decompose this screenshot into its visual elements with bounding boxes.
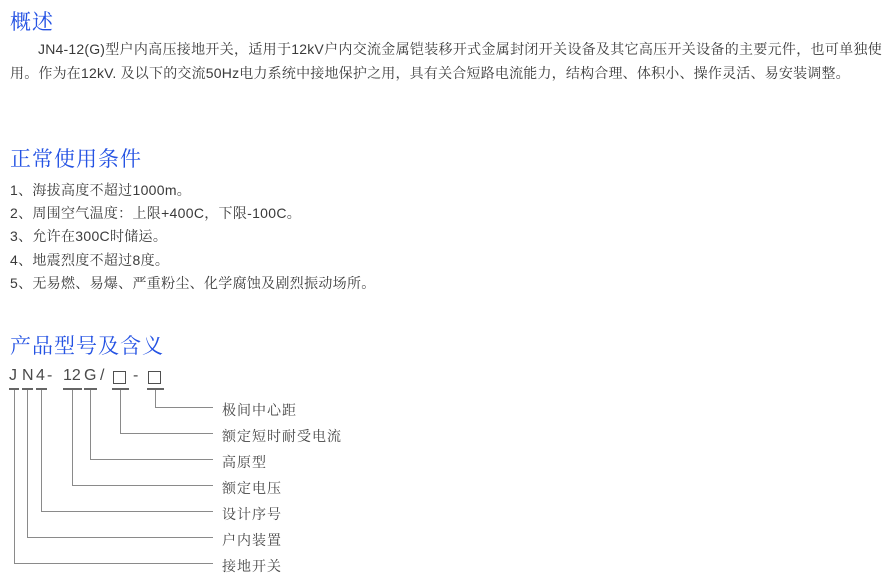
connector-vline	[72, 390, 73, 486]
model-char-g: G	[84, 367, 97, 384]
connector-vline	[155, 390, 156, 408]
connector-hline	[90, 459, 213, 460]
model-label-plateau-type: 高原型	[222, 454, 267, 470]
connector-hline	[72, 485, 213, 486]
connector-hline	[27, 537, 213, 538]
overview-paragraph: JN4-12(G)型户内高压接地开关，适用于12kV户内交流金属铠装移开式金属封闭开关设备及其它高压开关设备的主要元件，也可单独使用。作为在12kV. 及以下的交流50Hz电力系统中接地保护之用，具有关合短路电流能力，结构合理、体积小、操作灵活、易安装调整。	[10, 41, 882, 81]
model-dash-sep: -	[47, 367, 53, 384]
connector-hline	[14, 563, 213, 564]
model-char-12: 12	[63, 367, 81, 384]
condition-item: 2、周围空气温度：上限+400C，下限-100C。	[10, 205, 302, 222]
connector-hline	[120, 433, 213, 434]
model-label-design-serial: 设计序号	[222, 506, 282, 522]
model-char-4: 4	[36, 367, 45, 384]
model-label-rated-short-time-current: 额定短时耐受电流	[222, 428, 342, 444]
model-char-j: J	[9, 367, 17, 384]
connector-vline	[14, 390, 15, 564]
connector-vline	[41, 390, 42, 512]
connector-vline	[27, 390, 28, 538]
model-label-grounding-switch: 接地开关	[222, 558, 282, 574]
overview-title: 概述	[10, 11, 54, 34]
connector-hline	[41, 511, 213, 512]
condition-item: 4、地震烈度不超过8度。	[10, 251, 170, 268]
model-label-indoor-device: 户内装置	[222, 532, 282, 548]
model-label-pole-center-distance: 极间中心距	[222, 402, 297, 418]
model-title: 产品型号及含义	[10, 335, 164, 358]
placeholder-box-distance	[148, 371, 161, 384]
conditions-title: 正常使用条件	[10, 148, 142, 171]
condition-item: 3、允许在300C时储运。	[10, 228, 168, 245]
model-label-rated-voltage: 额定电压	[222, 480, 282, 496]
model-slash-sep: /	[100, 367, 105, 384]
placeholder-box-current	[113, 371, 126, 384]
model-dash-sep: -	[133, 367, 139, 384]
model-char-n: N	[22, 367, 34, 384]
connector-hline	[155, 407, 213, 408]
connector-vline	[120, 390, 121, 434]
condition-item: 1、海拔高度不超过1000m。	[10, 182, 192, 198]
connector-vline	[90, 390, 91, 460]
condition-item: 5、无易燃、易爆、严重粉尘、化学腐蚀及剧烈振动场所。	[10, 274, 376, 291]
